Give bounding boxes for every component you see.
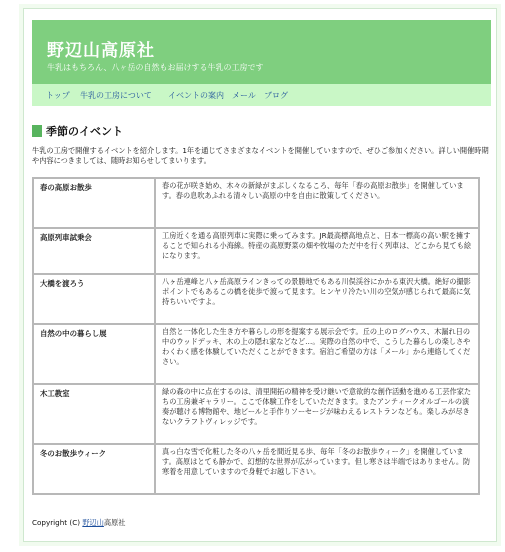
event-description: 八ヶ岳連峰と八ヶ岳高原ラインきっての景勝地でもある川俣渓谷にかかる東沢大橋。絶好の撮影ポイントでもあるこの橋を徒歩で渡って見ます。ヒンヤリ冷たい川の空気が感じられて最高に気持ちいいですよ。 — [155, 274, 479, 324]
events-table — [32, 177, 480, 495]
heading-marker — [32, 125, 42, 137]
event-description: 春の花が咲き始め、木々の新緑がまぶしくなるころ、毎年「春の高原お散歩」を開催しています。春の息吹あふれる清々しい高原の中を自由に散策してください。 — [155, 178, 479, 228]
table-row — [33, 178, 479, 228]
footer-home-link[interactable]: 野辺山 — [82, 518, 104, 527]
table-row — [33, 228, 479, 274]
site-title[interactable]: 野辺山高原社 — [47, 41, 155, 61]
event-description: 真っ白な雪で化粧した冬の八ヶ岳を間近見る歩、毎年「冬のお散歩ウィーク」を開催しています。高原はとても静かで、幻想的な世界が広がっています。但し寒さは半端ではありません。防寒着を用意していますので身軽でお越し下さい。 — [155, 444, 479, 494]
section-intro: 牛乳の工房で開催するイベントを紹介します。1年を通じてさまざまなイベントを開催していますので、ぜひご参加ください。詳しい開催時期や内容につきましては、随時お知らせしてまいります。 — [32, 146, 489, 165]
nav-link-blog[interactable]: ブログ — [264, 91, 288, 100]
event-name: 春の高原お散歩 — [33, 178, 155, 228]
section-title: 季節のイベント — [46, 125, 123, 138]
event-description: 工房近くを通る高原列車に実際に乗ってみます。JR最高標高地点と、日本一標高の高い駅を擁することで知られる小海線。特産の高原野菜の畑や牧場のただ中を行く列車は、どこから見ても絵になります。 — [155, 228, 479, 274]
table-row — [33, 324, 479, 384]
nav-link-about[interactable]: 牛乳の工房について — [80, 91, 152, 100]
copyright-prefix: Copyright (C) — [32, 518, 83, 527]
event-description: 緑の森の中に点在するのは、清里開拓の精神を受け継いで意欲的な創作活動を進める工芸作家たちの工房兼ギャラリー。ここで体験工作をしていただきます。またアンティークオルゴールの演奏が聴ける博物館や、地ビールと手作りソーセージが味わえるレストランなども。楽しみが尽きないクラフトヴィレッジです。 — [155, 384, 479, 444]
copyright-suffix: 高原社 — [103, 518, 126, 527]
event-name: 自然の中の暮らし展 — [33, 324, 155, 384]
event-description: 自然と一体化した生き方や暮らしの形を提案する展示会です。丘の上のログハウス、木漏れ日の中のウッドデッキ、木の上の隠れ家などなど…。実際の自然の中で、こうした暮らしの楽しさやわくわく感を体験していただくことができます。宿泊ご希望の方は「メール」から連絡してください。 — [155, 324, 479, 384]
table-row — [33, 274, 479, 324]
event-name: 高原列車試乗会 — [33, 228, 155, 274]
event-name: 大橋を渡ろう — [33, 274, 155, 324]
event-name: 冬のお散歩ウィーク — [33, 444, 155, 494]
event-name: 木工教室 — [33, 384, 155, 444]
site-tagline: 牛乳はもちろん、八ヶ岳の自然もお届けする牛乳の工房です — [47, 63, 264, 72]
nav-bar — [32, 84, 491, 106]
site-header — [32, 20, 491, 84]
nav-link-mail[interactable]: メール — [232, 91, 256, 100]
footer-copyright — [32, 518, 125, 528]
nav-link-top[interactable]: トップ — [46, 91, 70, 100]
table-row — [33, 444, 479, 494]
table-row — [33, 384, 479, 444]
section-heading — [32, 124, 123, 138]
nav-link-events[interactable]: イベントの案内 — [168, 91, 224, 100]
